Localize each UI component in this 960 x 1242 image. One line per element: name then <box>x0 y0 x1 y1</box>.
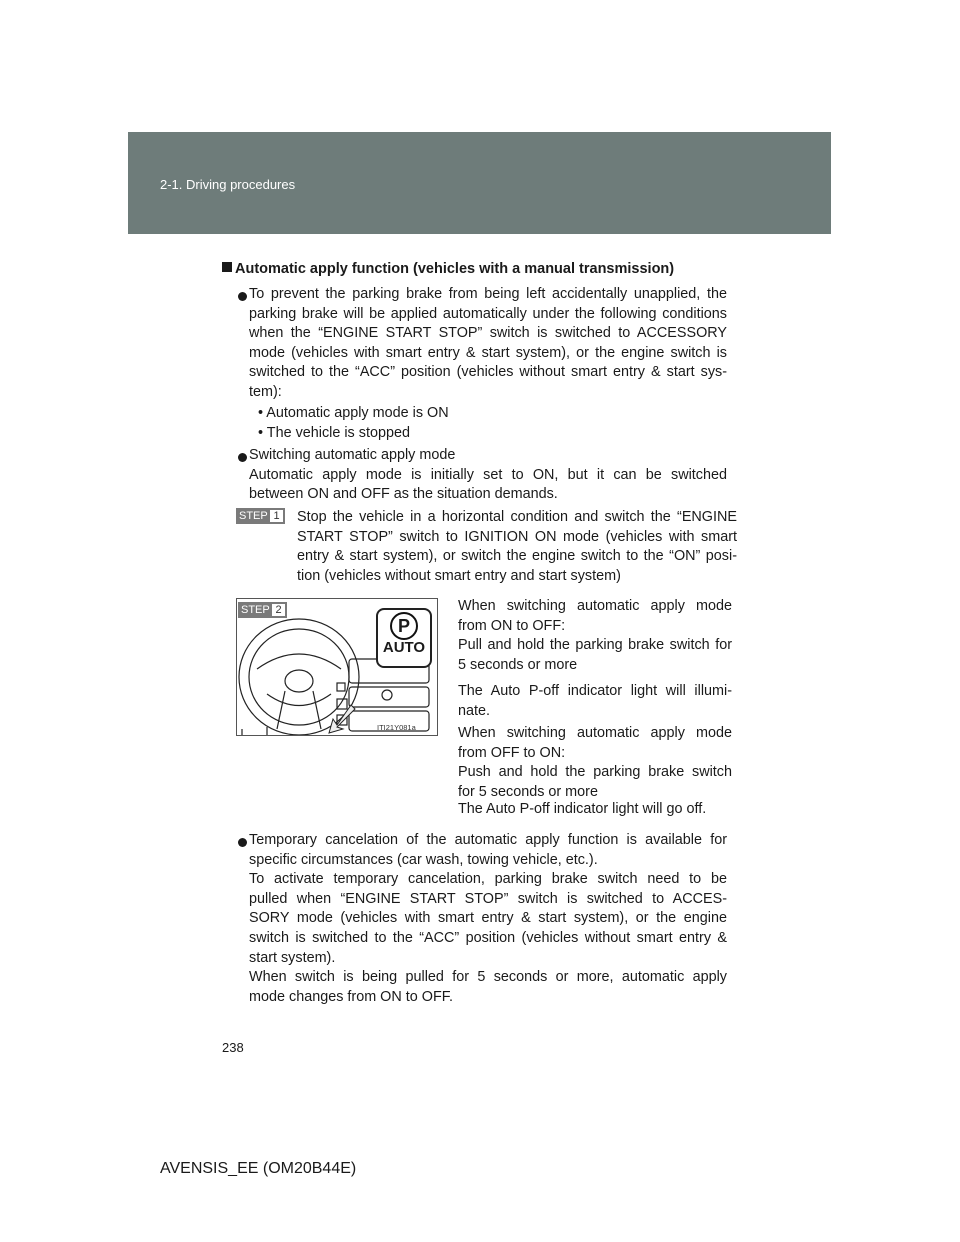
step2-text-b: The Auto P-off indicator light will illumi- nate. <box>458 683 732 719</box>
step2-text-d: The Auto P-off indicator light will go off. <box>458 801 707 817</box>
step2-text-c: When switching automatic apply mode from OFF to ON: Push and hold the parking brake switch for 5 seconds or more <box>458 725 732 800</box>
step1-text: Stop the vehicle in a horizontal condition and switch the “ENGINE START STOP” switch to IGNITION ON mode (vehicles with smart entry & start system), or switch the engine switch to the “ON” posi- tion (vehicles without smart entry and start system) <box>297 509 737 584</box>
condition-item: • The vehicle is stopped <box>258 425 410 441</box>
parking-brake-auto-icon <box>379 612 429 656</box>
bullet2-text: Switching automatic apply mode Automatic apply mode is initially set to ON, but it can be switched between ON and OFF as the situation demands. <box>249 447 727 503</box>
step2-text-a: When switching automatic apply mode from ON to OFF: Pull and hold the parking brake switch for 5 seconds or more <box>458 598 732 673</box>
round-bullet-icon <box>238 838 247 847</box>
auto-label: AUTO <box>382 639 426 656</box>
step-label: STEP <box>239 510 268 522</box>
step1-badge <box>236 508 285 524</box>
section-heading <box>222 261 674 277</box>
step2-badge <box>238 602 287 618</box>
round-bullet-icon <box>238 453 247 462</box>
step-number: 1 <box>269 509 284 523</box>
step-label: STEP <box>241 604 270 616</box>
round-bullet-icon <box>238 292 247 301</box>
condition-item: • Automatic apply mode is ON <box>258 405 449 421</box>
section-title: 2-1. Driving procedures <box>160 177 296 192</box>
bullet1-text: To prevent the parking brake from being left accidentally unapplied, the parking brake will be applied automatically under the following conditions when the “ENGINE START STOP” switch is switched to ACCESSORY mode (vehicles with smart entry & start system), or the engine switch is switched to the “ACC” position (vehicles without smart entry & start sys- tem): <box>249 286 727 400</box>
steering-wheel-illustration <box>236 598 438 736</box>
heading-text: Automatic apply function (vehicles with a manual transmission) <box>235 261 675 277</box>
figure-code: ITI21Y081a <box>377 723 416 732</box>
page-number: 238 <box>222 1040 244 1055</box>
footer-model-code: AVENSIS_EE (OM20B44E) <box>160 1160 357 1177</box>
square-bullet-icon <box>222 262 232 272</box>
step-number: 2 <box>271 603 286 617</box>
parking-brake-letter: P <box>390 612 418 640</box>
bullet3-text: Temporary cancelation of the automatic apply function is available for specific circumstances (car wash, towing vehicle, etc.). To activate temporary cancelation, parking brake switch need to be pulled when “ENGINE START STOP” switch is switched to ACCES- SORY mode (vehicles with smart entry & start system), or the engine switch is switched to the “ACC” position (vehicles without smart entry & start system). When switch is being pulled for 5 seconds or more, automatic apply mode changes from ON to OFF. <box>249 832 727 1005</box>
